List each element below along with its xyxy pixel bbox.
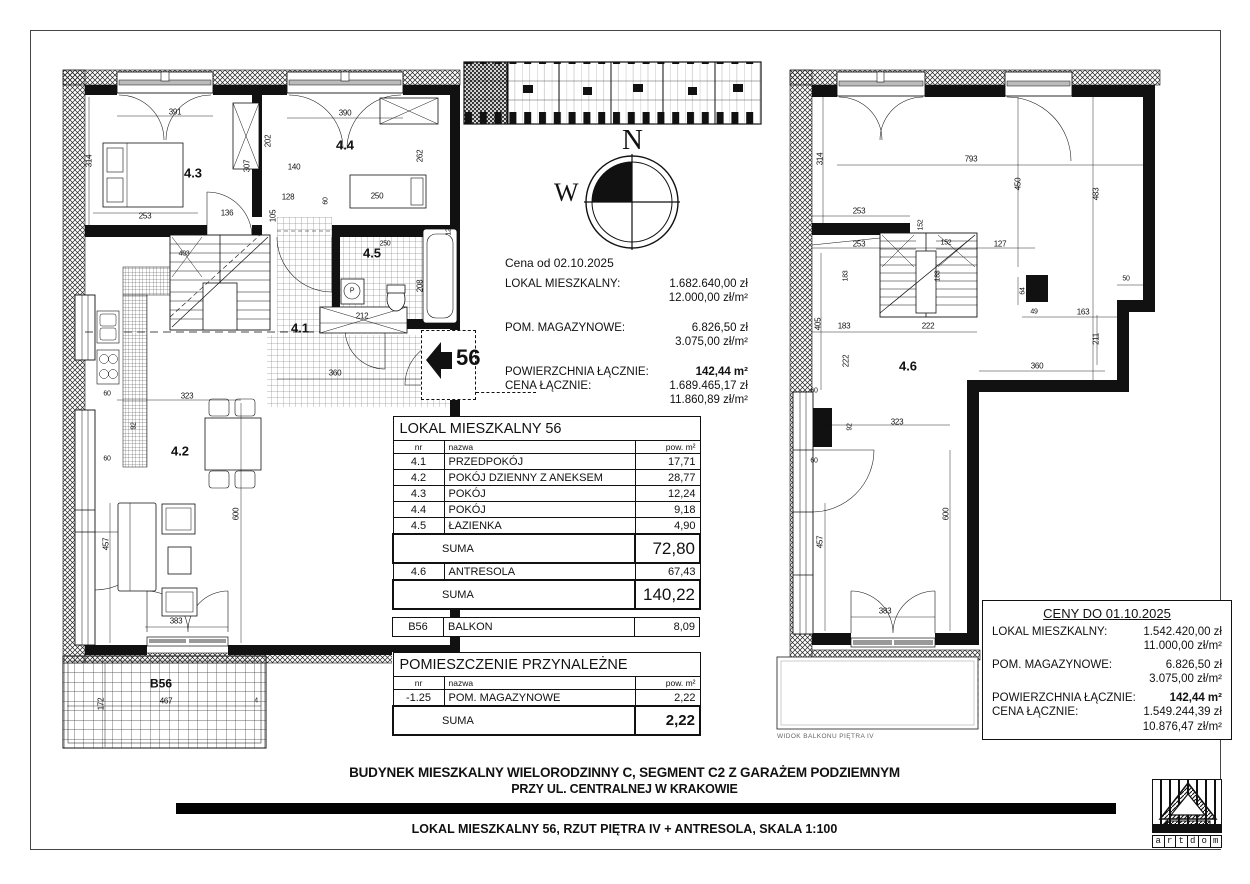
balcony-view-caption: WIDOK BALKONU PIĘTRA IV [777,733,874,740]
dimension-label: 222 [841,354,851,368]
total-label: CENA ŁĄCZNIE: [992,706,1079,718]
marker-leader [476,392,536,393]
price-label: LOKAL MIESZKALNY: [505,278,621,290]
sheet-title-line2: PRZY UL. CENTRALNEJ W KRAKOWIE [511,782,738,796]
dimension-label: 253 [852,206,866,216]
balcony-door [851,591,935,647]
logo-wordmark [1152,835,1222,848]
total-value: 1.549.244,39 zł [1143,706,1222,718]
window [117,72,213,140]
dimension-label: 183 [934,270,942,282]
dimension-label: 60 [103,455,111,463]
dimension-label: 140 [287,162,301,172]
dimension-label: 60 [322,197,330,205]
staircase [812,233,977,317]
annex-table [392,652,701,736]
dimension-label: 172 [96,697,106,711]
table-header-row: nr nazwa pow. m² [393,677,700,690]
staircase [170,235,270,330]
dimension-label: 4 [254,697,258,705]
suma-row: SUMA 140,22 [393,580,700,609]
dimension-label: P [349,287,355,295]
dimension-label: 323 [890,417,904,427]
price-block-current [505,256,748,407]
dimension-label: 383 [878,606,892,616]
dimension-label: 60 [103,390,111,398]
dimension-label: 483 [1091,187,1101,201]
dimension-label: 105 [268,209,278,223]
dimension-label: 314 [815,152,825,166]
room-label-4-1: 4.1 [290,320,310,336]
dimension-label: 183 [837,321,851,331]
dimension-label: 163 [1076,307,1090,317]
balcony-door [793,392,874,634]
dimension-label: 450 [1013,177,1023,191]
dimension-label: 222 [921,321,935,331]
price-value: 1.682.640,00 zł [669,278,748,290]
dimension-label: 457 [815,535,825,549]
balcony-label: B56 [149,676,173,691]
total-per-m2: 11.860,89 zł/m² [669,394,748,406]
dimension-label: 314 [84,154,94,168]
dimension-label: 212 [355,311,369,321]
dimension-label: 12 [445,228,453,236]
table-title: LOKAL MIESZKALNY 56 [393,417,700,441]
dimension-label: 92 [130,422,138,430]
balcony-outline [777,657,978,729]
dimension-label: 793 [964,154,978,164]
window [837,72,925,140]
dimension-label: 262 [415,149,425,163]
logo-letter: m [1211,835,1223,848]
dimension-label: 390 [338,108,352,118]
dimension-label: 383 [169,616,183,626]
dimension-label: 457 [101,537,111,551]
dimension-label: 403 [178,250,190,258]
dimension-label: 360 [1030,361,1044,371]
entrance-arrow-icon [425,340,455,382]
unit-entrance-marker [420,328,540,404]
artdom-logo [1152,779,1222,849]
dimension-label: 60 [810,457,818,465]
area-value: 142,44 m² [1169,691,1222,704]
dimension-label: 405 [813,317,823,331]
dimension-label: 60 [810,387,818,395]
price-value: 6.826,50 zł [691,322,748,334]
dimension-label: 253 [138,211,152,221]
area-value: 142,44 m² [695,366,748,378]
dimension-label: 202 [263,134,273,148]
price-per-m2: 12.000,00 zł/m² [668,292,748,304]
interior-walls [801,85,1155,645]
window [75,295,95,360]
balcony-b56 [63,656,266,748]
dimension-label: 50 [1122,275,1130,283]
dimension-label: 152 [940,239,952,247]
area-label: POWIERZCHNIA ŁĄCZNIE: [505,366,649,378]
compass-north-label: N [622,124,643,156]
room-label-4-3: 4.3 [183,165,203,181]
table-row: 4.1 PRZEDPOKÓJ 17,71 [393,454,700,470]
compass-dial [584,154,680,250]
room-label-4-5: 4.5 [362,245,382,261]
dimension-label: 253 [852,239,866,249]
table-row: 4.2 POKÓJ DZIENNY Z ANEKSEM 28,77 [393,470,700,486]
sheet-title-line1: BUDYNEK MIESZKALNY WIELORODZINNY C, SEGMENT C2 Z GARAŻEM PODZIEMNYM [349,765,900,780]
table-row: 4.5 ŁAZIENKA 4,90 [393,518,700,535]
dimension-label: 600 [941,507,951,521]
table-title: POMIESZCZENIE PRZYNALEŻNE [393,653,700,677]
unit-number: 56 [456,345,481,370]
price-block-until [982,600,1232,740]
apartment-area-table [392,416,701,610]
dimension-label: 323 [180,391,194,401]
window [1005,72,1072,161]
divider-bar [176,803,1116,814]
compass-west-label: W [554,178,579,207]
price-per-m2: 3.075,00 zł/m² [1149,673,1222,685]
logo-letter: a [1152,835,1165,848]
room-label-4-4: 4.4 [335,137,355,153]
logo-letter: r [1165,835,1177,848]
dimension-label: 152 [917,219,925,231]
floor-plan-level4 [55,55,475,755]
dimension-label: 49 [1030,308,1038,316]
price-per-m2: 3.075,00 zł/m² [675,336,748,348]
dimension-label: 211 [1091,333,1101,345]
total-value: 1.689.465,17 zł [669,380,748,392]
logo-letter: o [1199,835,1211,848]
sheet-title [30,764,1219,798]
suma-row: SUMA 2,22 [393,706,700,735]
room-label-4-6: 4.6 [898,358,918,374]
total-label: CENA ŁĄCZNIE: [505,380,592,392]
dimension-label: 360 [328,368,342,378]
dimension-label: 600 [231,507,241,521]
compass-rose [552,124,702,268]
table-row: 4.6 ANTRESOLA 67,43 [393,563,700,580]
table-row: 4.3 POKÓJ 12,24 [393,486,700,502]
dimension-label: 183 [842,270,850,282]
table-row: B56 BALKON 8,09 [393,618,700,637]
price-label: POM. MAGAZYNOWE: [505,322,626,334]
logo-letter: t [1176,835,1188,848]
table-row: -1.25 POM. MAGAZYNOWE 2,22 [393,690,700,707]
price-per-m2: 11.000,00 zł/m² [1143,640,1222,652]
price-value: 6.826,50 zł [1165,658,1222,671]
dimension-label: 307 [242,159,252,173]
logo-bar [1152,825,1222,833]
price-date: CENY DO 01.10.2025 [1043,606,1171,621]
price-value: 1.542.420,00 zł [1143,625,1222,638]
total-per-m2: 10.876,47 zł/m² [1142,720,1222,733]
dimension-label: 208 [415,279,425,293]
table-row: 4.4 POKÓJ 9,18 [393,502,700,518]
dimension-label: 92 [846,423,854,431]
price-label: POM. MAGAZYNOWE: [992,658,1113,671]
logo-letter: d [1188,835,1200,848]
area-label: POWIERZCHNIA ŁĄCZNIE: [992,691,1136,704]
table-header-row: nr nazwa pow. m² [393,441,700,454]
dimension-label: 64 [1019,287,1027,295]
dimension-label: 467 [159,696,173,706]
dimension-label: 250 [379,240,391,248]
suma-row: SUMA 72,80 [393,534,700,563]
highlighted-segment [464,62,507,124]
dimension-label: 136 [220,208,234,218]
sheet-subtitle: LOKAL MIESZKALNY 56, RZUT PIĘTRA IV + ANTRESOLA, SKALA 1:100 [411,822,838,836]
dimension-label: 391 [168,107,182,117]
dimension-label: 128 [281,192,295,202]
balcony-table [392,617,700,637]
building-key-plan [463,57,763,130]
price-label: LOKAL MIESZKALNY: [992,625,1108,638]
price-date: Cena od 02.10.2025 [505,256,614,270]
dimension-label: 250 [370,191,384,201]
room-label-4-2: 4.2 [170,443,190,459]
dimension-label: 127 [993,239,1007,249]
